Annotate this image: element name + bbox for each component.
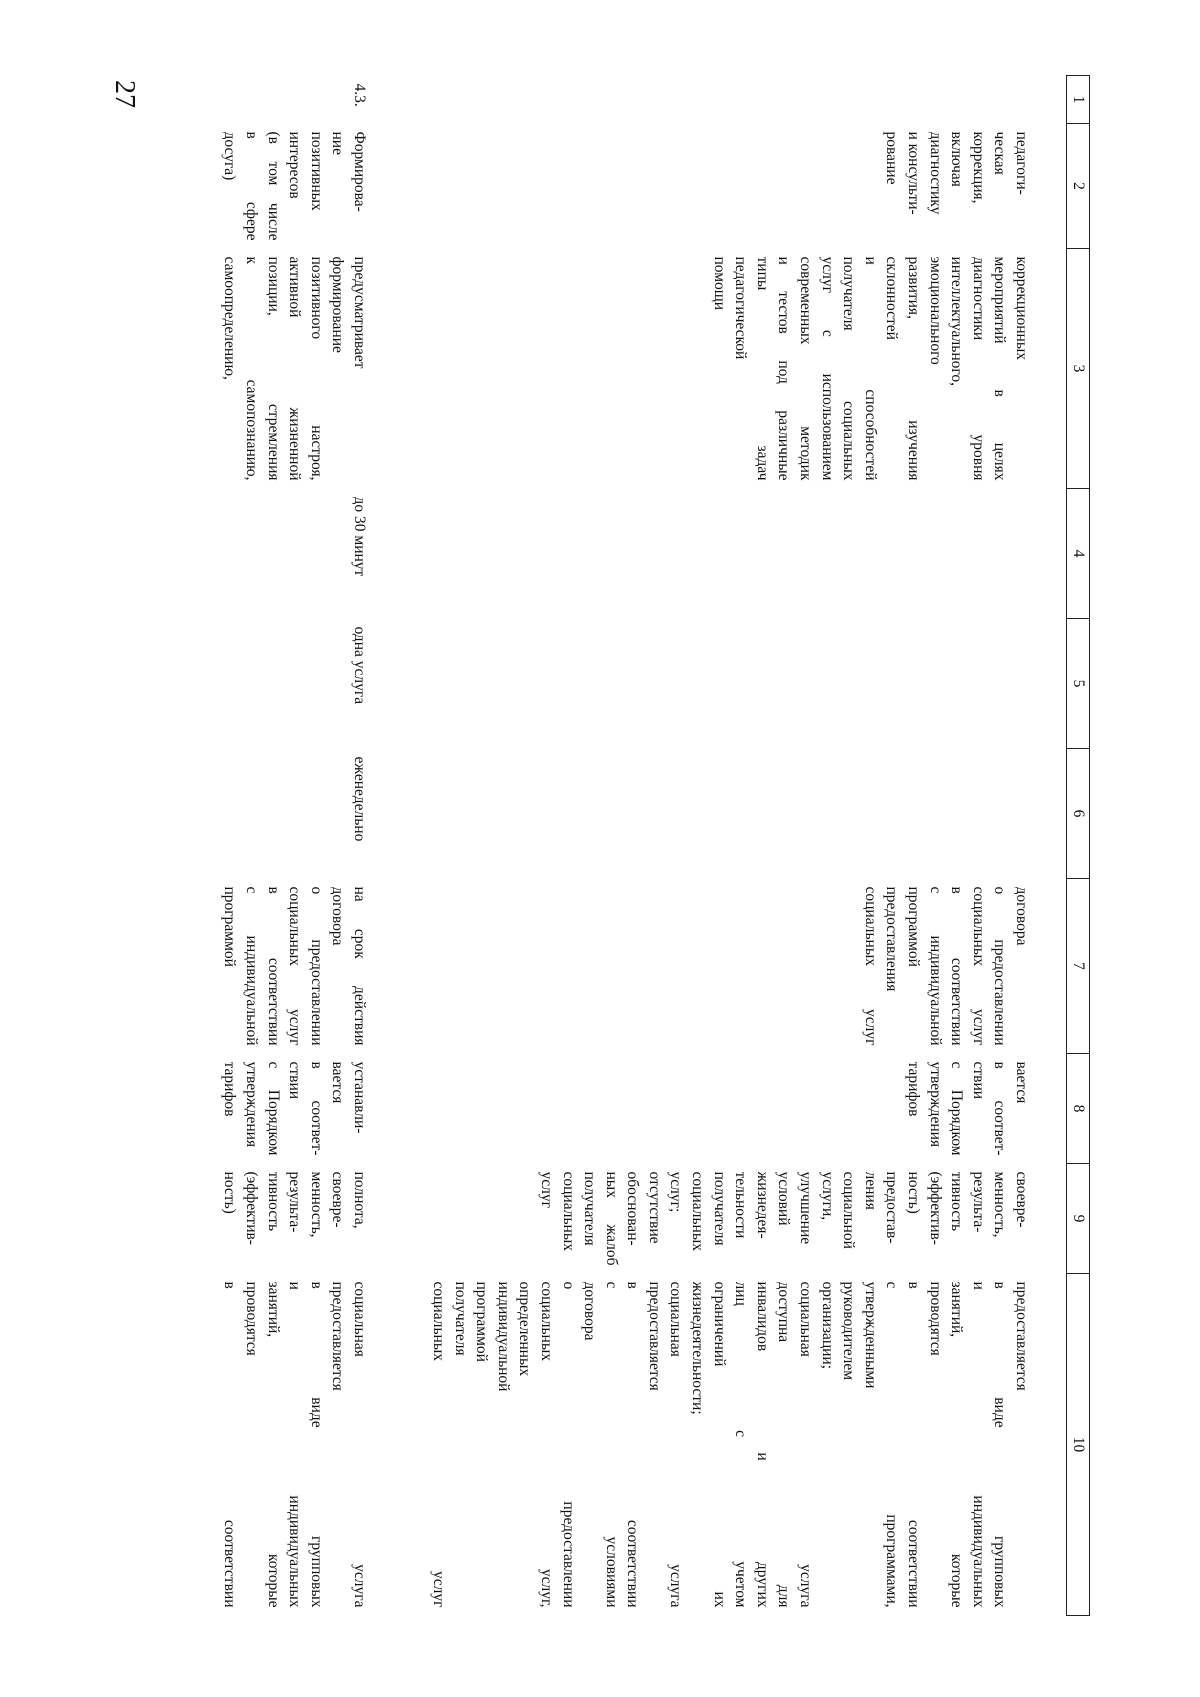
column-header: 1 <box>1067 76 1090 124</box>
cell-text-line: занятий, которые <box>264 1281 282 1608</box>
cell-text-line: результа- <box>969 1171 987 1233</box>
cell-text-line: диагностику <box>926 131 944 215</box>
cell-text-line: активной жизненной <box>286 256 304 481</box>
cell-text-line: вается <box>1013 1061 1030 1104</box>
cell-text-line: социальная услуга <box>667 1281 685 1608</box>
cell-text-line: менность, <box>991 1171 1009 1238</box>
cell-text-line: социальных услуг <box>286 886 304 1046</box>
column-header: 2 <box>1067 124 1090 249</box>
cell-text-line: до 30 минут <box>351 496 368 577</box>
column-header: 4 <box>1067 489 1090 619</box>
cell-text-line: ствии <box>286 1061 304 1100</box>
cell-text-line: типы задач <box>753 256 771 481</box>
cell-text-line: услуг с использованием <box>818 256 836 481</box>
cell-text-line: Формирова- <box>351 131 368 212</box>
cell-text-line: с индивидуальной <box>243 886 261 1046</box>
service-description-cell <box>392 249 1067 489</box>
cell-text-line: диагностики уровня <box>969 256 987 481</box>
cell-text-line: педагогической <box>732 256 750 360</box>
cell-text-line: социальная услуга <box>797 1281 815 1608</box>
cell-text-line: договора <box>581 1281 599 1341</box>
cell-text-line: проводятся <box>243 1281 261 1356</box>
cell-text-line: с Порядком <box>948 1061 966 1156</box>
duration-cell <box>219 489 392 619</box>
conditions-cell <box>392 1274 1067 1616</box>
cell-text-line: предоставления <box>883 886 901 992</box>
cell-text-line: услуг; <box>667 1171 685 1213</box>
services-table <box>219 75 1090 1616</box>
cell-text-line: ления <box>861 1171 879 1210</box>
cell-text-line: в виде групповых <box>991 1281 1009 1608</box>
cell-text-line: обоснован- <box>624 1171 642 1246</box>
cell-text-line: и индивидуальных <box>969 1281 987 1608</box>
cell-text-line: в сфере <box>243 131 261 241</box>
column-header: 9 <box>1067 1164 1090 1274</box>
cell-text-line: менность, <box>307 1171 325 1238</box>
column-header: 3 <box>1067 249 1090 489</box>
cell-text-line: лиц с учетом <box>732 1281 750 1608</box>
cell-text-line: коррекционных <box>1013 256 1030 360</box>
service-description-cell <box>219 249 392 489</box>
page-number: 27 <box>109 80 140 108</box>
cell-text-line: (эффектив- <box>926 1171 944 1245</box>
cell-text-line: еженедельно <box>351 756 368 842</box>
cell-text-line: педагоги- <box>1013 131 1030 195</box>
cell-text-line: программой <box>221 886 239 967</box>
cell-text-line: ных жалоб <box>602 1171 620 1266</box>
cell-text-line: в соответствии <box>905 1281 923 1608</box>
cell-text-line: социальных услуг <box>969 886 987 1046</box>
cell-text-line: своевре- <box>329 1171 347 1228</box>
cell-text-line: тивность <box>264 1171 282 1232</box>
cell-text-line: получателя социальных <box>840 256 858 481</box>
cell-text-line: ность) <box>221 1171 239 1214</box>
cell-text-line: предоставляется <box>329 1281 347 1391</box>
tariff-cell <box>219 1054 392 1164</box>
cell-text-line: мероприятий в целях <box>991 256 1009 481</box>
cell-text-line: и консульти- <box>905 131 923 215</box>
cell-text-line: с индивидуальной <box>926 886 944 1046</box>
cell-text-line: о предоставлении <box>307 886 325 1046</box>
cell-text-line: интеллектуального, <box>948 256 966 386</box>
cell-text-line: предоставляется <box>1013 1281 1030 1391</box>
service-name-cell <box>392 124 1067 249</box>
cell-text-line: на срок действия <box>351 886 368 1046</box>
cell-text-line: программой <box>473 1281 491 1362</box>
cell-text-line: утвержденными <box>861 1281 879 1389</box>
row-number-cell <box>219 76 392 124</box>
cell-text-line: (эффектив- <box>243 1171 261 1245</box>
cell-text-line: утверждения <box>243 1061 261 1148</box>
cell-text-line: социальных услуг, <box>537 1281 555 1608</box>
frequency-cell <box>219 749 392 879</box>
cell-text-line: тивность <box>948 1171 966 1232</box>
cell-text-line: в виде групповых <box>307 1281 325 1608</box>
cell-text-line: ствии <box>969 1061 987 1100</box>
cell-text-line: вается <box>329 1061 347 1104</box>
cell-text-line: досуга) <box>221 131 239 181</box>
cell-text-line: с Порядком <box>264 1061 282 1156</box>
cell-text-line: тарифов <box>221 1061 239 1117</box>
cell-text-line: тельности <box>732 1171 750 1239</box>
cell-text-line: договора <box>329 886 347 946</box>
cell-text-line: в соответствии <box>948 886 966 1046</box>
cell-text-line: занятий, которые <box>948 1281 966 1608</box>
cell-text-line: современных методик <box>797 256 815 481</box>
cell-text-line: договора <box>1013 886 1030 946</box>
frequency-cell <box>392 749 1067 879</box>
cell-text-line: ние <box>329 131 347 155</box>
cell-text-line: получателя <box>581 1171 599 1246</box>
cell-text-line: тарифов <box>905 1061 923 1117</box>
cell-text-line: самоопределению, <box>221 256 239 380</box>
cell-text-line: организации; <box>818 1281 836 1370</box>
cell-text-line: 4.3. <box>351 83 368 107</box>
duration-cell <box>392 489 1067 619</box>
cell-text-line: получателя <box>710 1171 728 1246</box>
column-header: 6 <box>1067 749 1090 879</box>
cell-text-line: в соответ- <box>991 1061 1009 1156</box>
term-cell <box>392 879 1067 1054</box>
cell-text-line: эмоционального <box>926 256 944 365</box>
conditions-cell <box>219 1274 392 1616</box>
cell-text-line: (в том числе <box>264 131 282 241</box>
cell-text-line: коррекция, <box>969 131 987 204</box>
cell-text-line: ность) <box>905 1171 923 1214</box>
quality-indicators-cell <box>392 1164 1067 1274</box>
table-row <box>219 76 392 1616</box>
column-header: 7 <box>1067 879 1090 1054</box>
row-number-cell <box>392 76 1067 124</box>
cell-text-line: условий <box>775 1171 793 1226</box>
cell-text-line: своевре- <box>1013 1171 1030 1228</box>
cell-text-line: с условиями <box>602 1281 620 1608</box>
unit-cell <box>392 619 1067 749</box>
service-name-cell <box>219 124 392 249</box>
column-header: 8 <box>1067 1054 1090 1164</box>
cell-text-line: позитивного настроя, <box>307 256 325 481</box>
cell-text-line: одна услуга <box>351 626 368 705</box>
column-number-row <box>1067 76 1090 1616</box>
column-header: 5 <box>1067 619 1090 749</box>
cell-text-line: ческая <box>991 131 1009 175</box>
cell-text-line: социальных услуг <box>861 886 879 1046</box>
quality-indicators-cell <box>219 1164 392 1274</box>
cell-text-line: в соответствии <box>221 1281 239 1608</box>
cell-text-line: устанавли- <box>351 1061 368 1134</box>
cell-text-line: социальных <box>689 1171 707 1251</box>
column-header: 10 <box>1067 1274 1090 1616</box>
cell-text-line: руководителем <box>840 1281 858 1381</box>
tariff-cell <box>392 1054 1067 1164</box>
cell-text-line: с программами, <box>883 1281 901 1608</box>
cell-text-line: социальной <box>840 1171 858 1249</box>
cell-text-line: помощи <box>710 256 728 311</box>
cell-text-line: индивидуальной <box>494 1281 512 1392</box>
cell-text-line: жизнедея- <box>753 1171 771 1239</box>
cell-text-line: и тестов под различные <box>775 256 793 481</box>
cell-text-line: о предоставлении <box>991 886 1009 1046</box>
cell-text-line: предусматривает <box>351 256 368 369</box>
cell-text-line: утверждения <box>926 1061 944 1148</box>
cell-text-line: услуги, <box>818 1171 836 1221</box>
cell-text-line: доступна для <box>775 1281 793 1608</box>
cell-text-line: о предоставлении <box>559 1281 577 1608</box>
cell-text-line: предостав- <box>883 1171 901 1244</box>
cell-text-line: получателя <box>451 1281 469 1356</box>
cell-text-line: социальных услуг <box>429 1281 447 1608</box>
unit-cell <box>219 619 392 749</box>
cell-text-line: ограничений их <box>710 1281 728 1608</box>
cell-text-line: включая <box>948 131 966 187</box>
cell-text-line: формирование <box>329 256 347 353</box>
cell-text-line: результа- <box>286 1171 304 1233</box>
cell-text-line: услуг <box>537 1171 555 1208</box>
cell-text-line: улучшение <box>797 1171 815 1245</box>
cell-text-line: в соответ- <box>307 1061 325 1156</box>
rotated-table-container <box>160 75 1090 1615</box>
table-row <box>392 76 1067 1616</box>
cell-text-line: жизнедеятельности; <box>689 1281 707 1415</box>
cell-text-line: позиции, стремления <box>264 256 282 481</box>
cell-text-line: социальных <box>559 1171 577 1251</box>
cell-text-line: отсутствие <box>645 1171 663 1244</box>
cell-text-line: и способностей <box>861 256 879 481</box>
cell-text-line: проводятся <box>926 1281 944 1356</box>
cell-text-line: и индивидуальных <box>286 1281 304 1608</box>
cell-text-line: интересов <box>286 131 304 199</box>
cell-text-line: программой <box>905 886 923 967</box>
cell-text-line: склонностей <box>883 256 901 340</box>
cell-text-line: к самопознанию, <box>243 256 261 481</box>
cell-text-line: инвалидов и других <box>753 1281 771 1608</box>
cell-text-line: социальная услуга <box>351 1281 368 1608</box>
term-cell <box>219 879 392 1054</box>
cell-text-line: определенных <box>516 1281 534 1377</box>
cell-text-line: рование <box>883 131 901 185</box>
cell-text-line: позитивных <box>307 131 325 211</box>
cell-text-line: развития, изучения <box>905 256 923 481</box>
cell-text-line: предоставляется <box>645 1281 663 1391</box>
cell-text-line: в соответствии <box>264 886 282 1046</box>
cell-text-line: в соответствии <box>624 1281 642 1608</box>
cell-text-line: полнота, <box>351 1171 368 1229</box>
